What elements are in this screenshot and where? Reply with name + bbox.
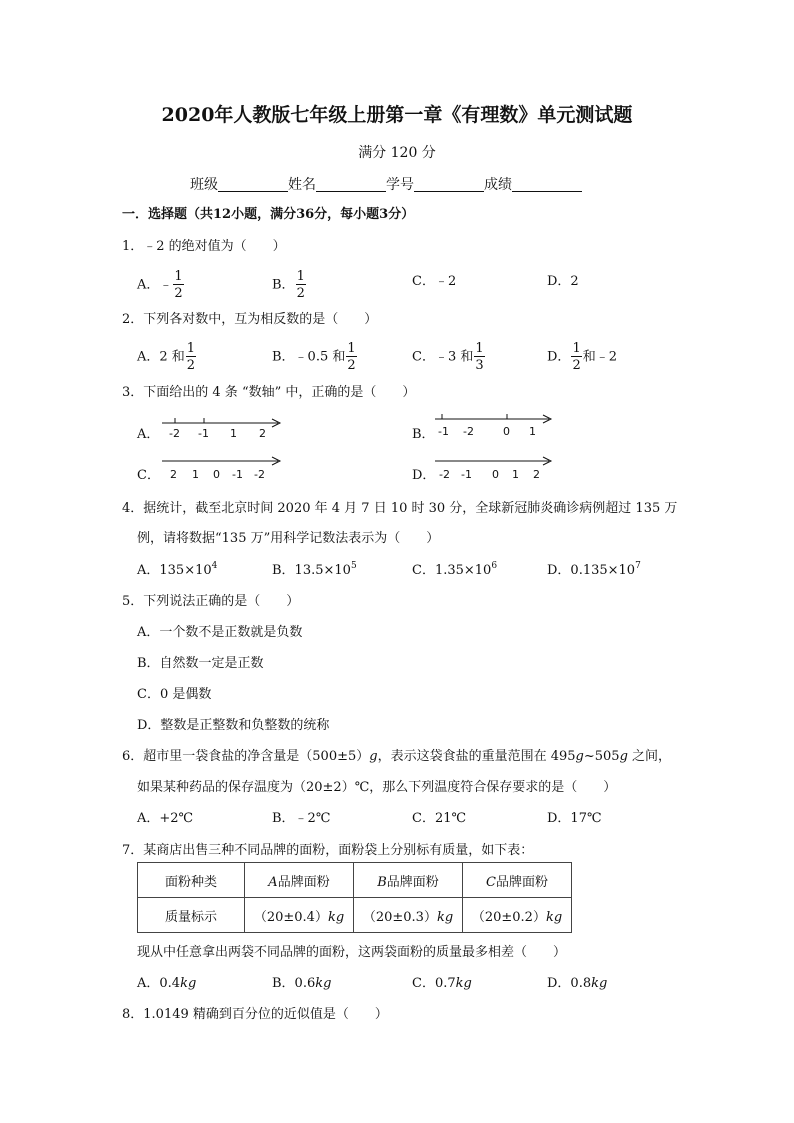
q2-option-b: B．﹣0.5 和 $\frac{1}{2}$ xyxy=(272,341,356,373)
q6-option-d: D．17℃ xyxy=(547,811,602,826)
q2-option-d: D． $\frac{1}{2}$ 和﹣2 xyxy=(547,341,617,373)
table-header-cell: C品牌面粉 xyxy=(463,863,572,898)
q7-option-b: B．0.6kg xyxy=(272,976,332,991)
q3-c-tick: -2 xyxy=(254,468,265,481)
q3-axis-c xyxy=(160,455,285,485)
q4-option-d: D．$0.135\times 10^7$ xyxy=(547,561,641,578)
table-header-row xyxy=(138,863,572,898)
q3-d-tick: 1 xyxy=(512,468,519,481)
q1-option-c: C．﹣2 xyxy=(412,274,457,289)
q3-label-d: D． xyxy=(412,468,436,483)
table-header-cell: A品牌面粉 xyxy=(245,863,354,898)
q2-option-c: C．﹣3 和 $\frac{1}{3}$ xyxy=(412,341,484,373)
q3-axis-b xyxy=(433,410,558,440)
q4-line1: 4．据统计，截至北京时间 2020 年 4 月 7 日 10 时 30 分，全球新冠肺炎确诊病例超过 135 万 xyxy=(122,501,678,516)
q5-stem: 5．下列说法正确的是（ ） xyxy=(122,594,300,609)
q5-option-a: A．一个数不是正数就是负数 xyxy=(137,625,303,640)
q3-c-tick: 2 xyxy=(170,468,177,481)
q6-option-c: C．21℃ xyxy=(412,811,467,826)
q5-option-d: D．整数是正整数和负整数的统称 xyxy=(137,718,330,733)
field-name-label: 姓名 xyxy=(288,177,316,193)
table-row xyxy=(138,898,572,933)
field-class-blank xyxy=(218,177,288,192)
q3-label-b: B． xyxy=(412,427,435,442)
q1-option-b: B． $\frac{1}{2}$ xyxy=(272,269,305,301)
table-header-cell: 面粉种类 xyxy=(138,863,245,898)
q7-follow: 现从中任意拿出两袋不同品牌的面粉，这两袋面粉的质量最多相差（ ） xyxy=(137,945,567,960)
q1-option-a: A．﹣ $\frac{1}{2}$ xyxy=(137,269,183,301)
q3-d-tick: 0 xyxy=(492,468,499,481)
q6-option-a: A．+2℃ xyxy=(137,811,194,826)
q6-line1: 6．超市里一袋食盐的净含量是（500±5）g，表示这袋食盐的重量范围在 495g~505g 之间， xyxy=(122,749,672,764)
q3-d-tick: 2 xyxy=(533,468,540,481)
field-score-blank xyxy=(512,177,582,192)
field-class-label: 班级 xyxy=(190,177,218,193)
table-header-cell: B品牌面粉 xyxy=(354,863,463,898)
q3-b-tick: -2 xyxy=(463,425,474,438)
q7-option-a: A．0.4kg xyxy=(137,976,197,991)
field-id-label: 学号 xyxy=(386,177,414,193)
student-info-line xyxy=(190,177,582,192)
field-name-blank xyxy=(316,177,386,192)
q3-label-a: A． xyxy=(137,427,160,442)
q7-option-c: C．0.7kg xyxy=(412,976,472,991)
q5-option-b: B．自然数一定是正数 xyxy=(137,656,264,671)
q6-option-b: B．﹣2℃ xyxy=(272,811,331,826)
q3-a-tick: 2 xyxy=(259,427,266,440)
q3-b-tick: 0 xyxy=(503,425,510,438)
q3-stem: 3．下面给出的 4 条 “数轴” 中，正确的是（ ） xyxy=(122,385,416,400)
q4-option-c: C．$1.35\times 10^6$ xyxy=(412,561,498,578)
page-title: 2020年人教版七年级上册第一章《有理数》单元测试题 xyxy=(161,104,633,126)
table-cell: （20±0.2）kg xyxy=(463,898,572,933)
q7-stem: 7．某商店出售三种不同品牌的面粉，面粉袋上分别标有质量，如下表： xyxy=(122,843,534,858)
q4-option-b: B．$13.5\times 10^5$ xyxy=(272,561,357,578)
q3-c-tick: 1 xyxy=(192,468,199,481)
full-score: 满分 120 分 xyxy=(358,145,436,161)
q3-axis-a xyxy=(160,414,285,444)
q4-option-a: A．$135\times 10^4$ xyxy=(137,561,218,578)
q3-a-tick: -1 xyxy=(198,427,209,440)
q7-option-d: D．0.8kg xyxy=(547,976,608,991)
q3-b-tick: -1 xyxy=(438,425,449,438)
q3-d-tick: -2 xyxy=(439,468,450,481)
q3-b-tick: 1 xyxy=(529,425,536,438)
table-cell: （20±0.4）kg xyxy=(245,898,354,933)
field-id-blank xyxy=(414,177,484,192)
q3-c-tick: -1 xyxy=(232,468,243,481)
flour-table xyxy=(137,862,572,933)
q6-line2: 如果某种药品的保存温度为（20±2）℃，那么下列温度符合保存要求的是（ ） xyxy=(137,780,617,795)
section-heading: 一．选择题（共12小题，满分36分，每小题3分） xyxy=(122,207,415,222)
q3-label-c: C． xyxy=(137,468,160,483)
q4-line2: 例，请将数据“135 万”用科学记数法表示为（ ） xyxy=(137,531,440,546)
q3-c-tick: 0 xyxy=(213,468,220,481)
table-cell: （20±0.3）kg xyxy=(354,898,463,933)
q3-d-tick: -1 xyxy=(461,468,472,481)
q3-a-tick: -2 xyxy=(169,427,180,440)
q3-axis-d xyxy=(433,455,558,485)
q1-option-d: D．2 xyxy=(547,274,579,289)
q3-a-tick: 1 xyxy=(230,427,237,440)
q8-stem: 8．1.0149 精确到百分位的近似值是（ ） xyxy=(122,1007,388,1022)
q1-stem: 1．﹣2 的绝对值为（ ） xyxy=(122,239,286,254)
field-score-label: 成绩 xyxy=(484,177,512,193)
table-row-label: 质量标示 xyxy=(138,898,245,933)
q5-option-c: C．0 是偶数 xyxy=(137,687,212,702)
q2-option-a: A．2 和 $\frac{1}{2}$ xyxy=(137,341,196,373)
q2-stem: 2．下列各对数中，互为相反数的是（ ） xyxy=(122,312,378,327)
